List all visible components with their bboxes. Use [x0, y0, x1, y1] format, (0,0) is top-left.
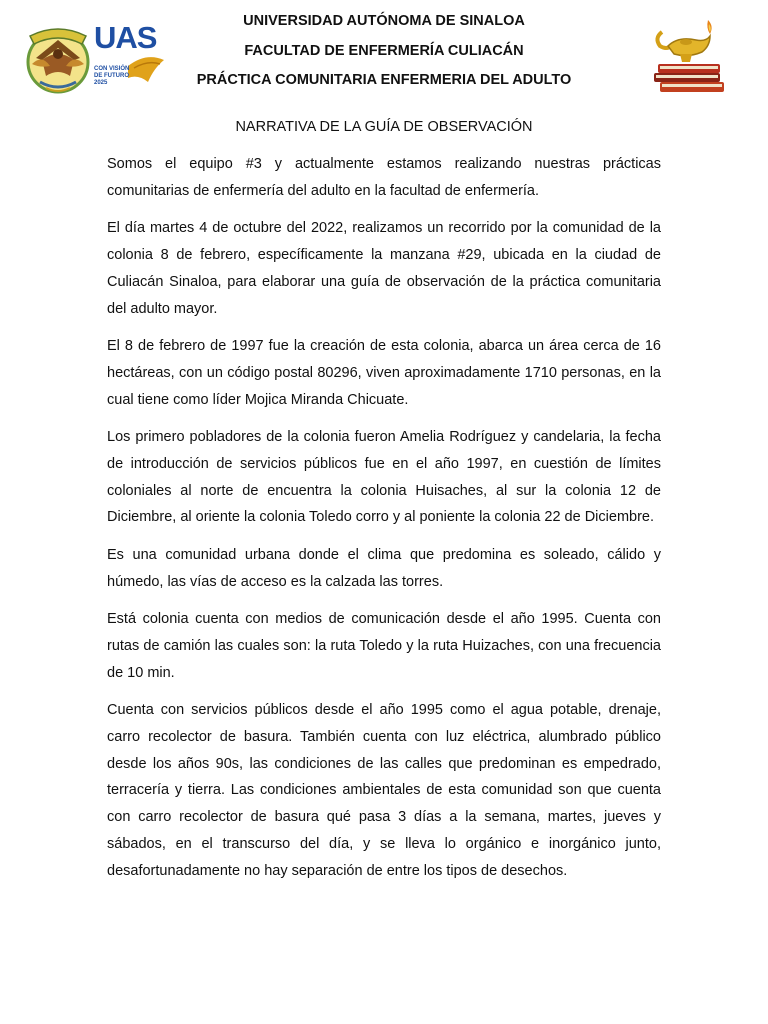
document-title: NARRATIVA DE LA GUÍA DE OBSERVACIÓN: [235, 119, 533, 135]
header-titles: [170, 12, 598, 101]
university-name: UNIVERSIDAD AUTÓNOMA DE SINALOA: [243, 13, 525, 29]
uas-logo-text: UAS: [94, 20, 157, 55]
paragraph: Está colonia cuenta con medios de comunicación desde el año 1995. Cuenta con rutas de camión las cuales son: la ruta Toledo y la ruta Huizaches, con una frecuencia de 10 min.: [107, 610, 661, 681]
paragraph: Cuenta con servicios públicos desde el año 1995 como el agua potable, drenaje, carro recolector de basura. También cuenta con luz eléctrica, alumbrado público desde los años 90s, las condiciones de las calles que predominan es empedrado, terracería y tierra. Las condiciones ambientales de esta comunidad son que cuenta con carro recolector de basura qué pasa 3 días a la semana, martes, jueves y sábados, en el transcurso del día, y se lleva lo orgánico e inorgánico junto, desafortunadamente no hay separación de entre los tipos de desechos.: [107, 701, 661, 879]
uas-tagline: CON VISIÓN DE FUTURO 2025: [94, 66, 130, 86]
uas-logo: [94, 22, 166, 94]
paragraph: Somos el equipo #3 y actualmente estamos realizando nuestras prácticas comunitarias de enfermería del adulto en la facultad de enfermería.: [107, 156, 661, 199]
paragraph: El 8 de febrero de 1997 fue la creación de esta colonia, abarca un área cerca de 16 hectáreas, con un código postal 80296, viven aproximadamente 1710 personas, en la cual tiene como líder Mojica Miranda Chicuate.: [107, 337, 661, 408]
faculty-name: FACULTAD DE ENFERMERÍA CULIACÁN: [244, 42, 524, 59]
practice-name: PRÁCTICA COMUNITARIA ENFERMERIA DEL ADULTO: [196, 72, 572, 88]
document-header: [0, 0, 768, 110]
document-body: [107, 151, 661, 895]
nursing-lamp-logo: [648, 12, 734, 98]
faculty-crest-logo: [22, 18, 94, 96]
paragraph: Es una comunidad urbana donde el clima que predomina es soleado, cálido y húmedo, las vías de acceso es la calzada las torres.: [107, 546, 661, 590]
paragraph: El día martes 4 de octubre del 2022, realizamos un recorrido por la comunidad de la colonia 8 de febrero, específicamente la manzana #29, ubicada en la ciudad de Culiacán Sinaloa, para elaborar una guía de observación de la práctica comunitaria del adulto mayor.: [107, 220, 661, 317]
paragraph: Los primero pobladores de la colonia fueron Amelia Rodríguez y candelaria, la fecha de introducción de servicios públicos fue en el año 1997, en cuestión de límites coloniales al norte de encuentra la colonia Huisaches, al sur la colonia 12 de Diciembre, al oriente la colonia Toledo corro y al poniente la colonia 22 de Diciembre.: [107, 428, 661, 526]
